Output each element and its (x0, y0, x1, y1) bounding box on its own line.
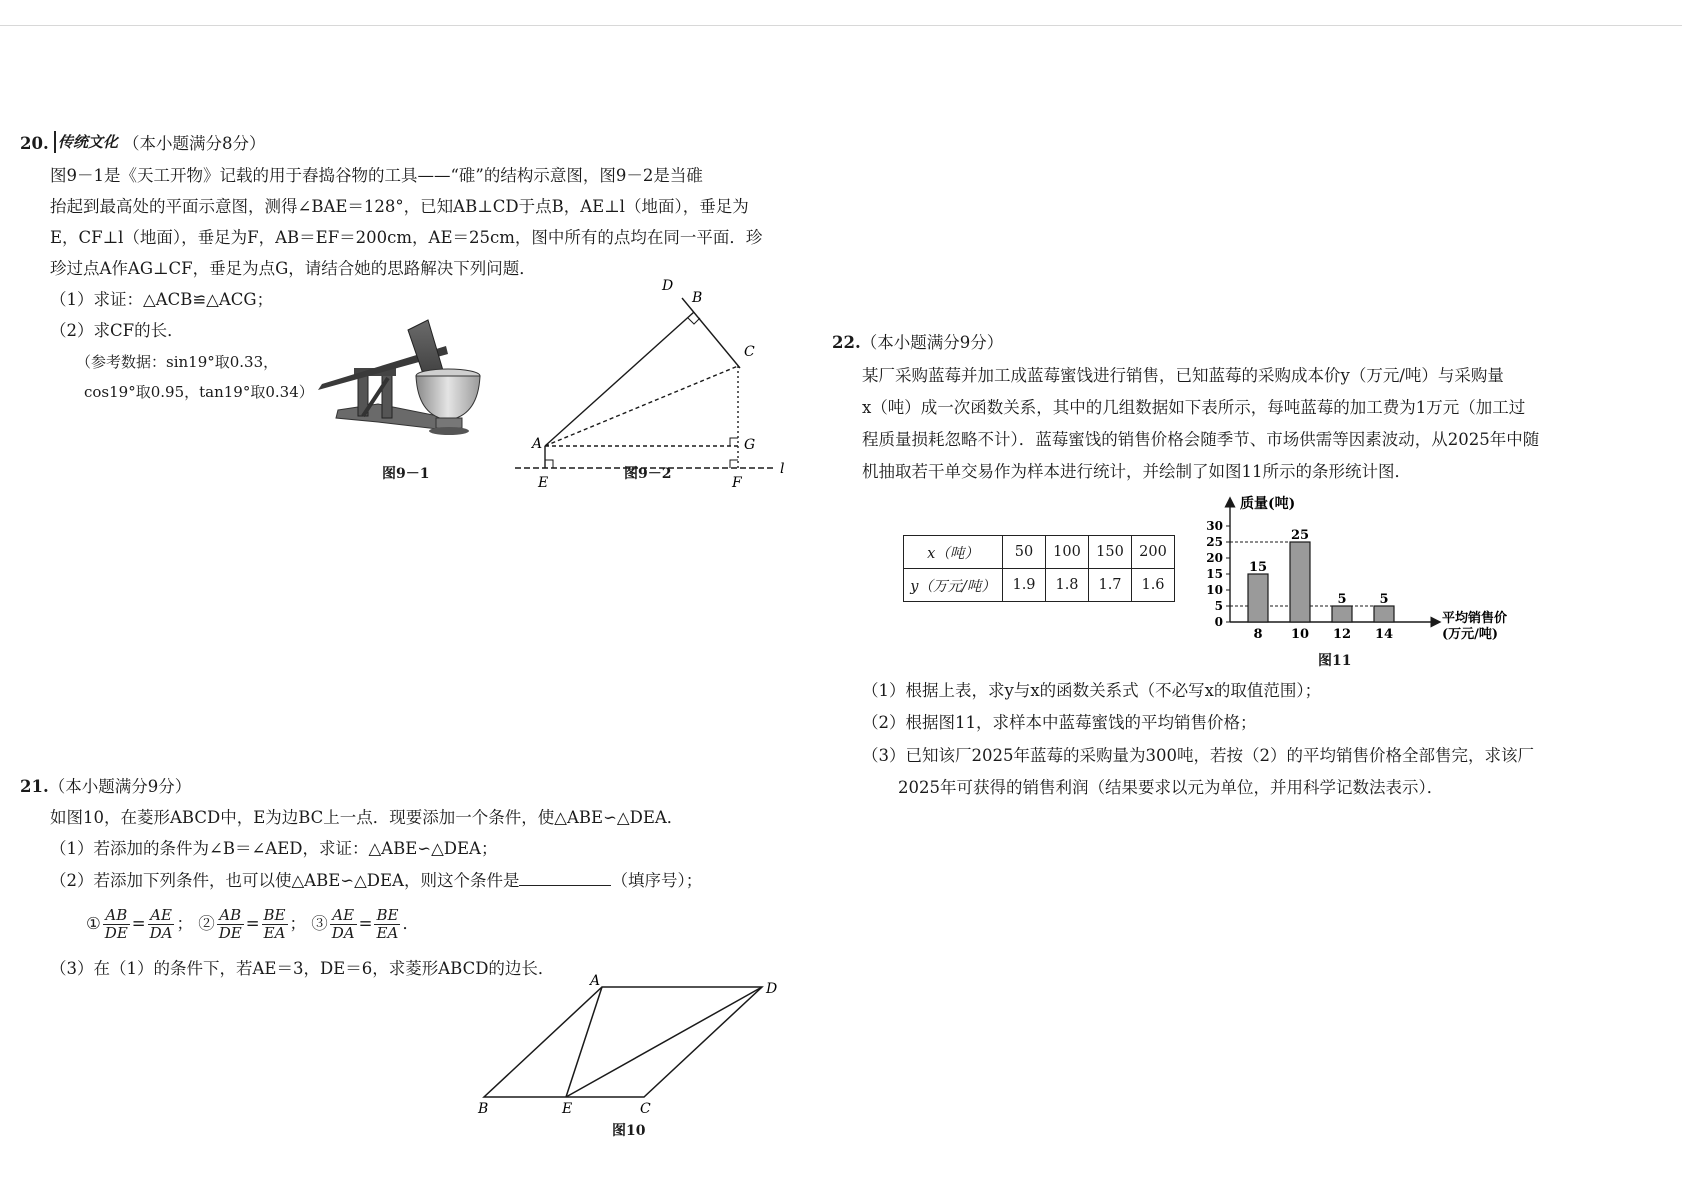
q22-text-line: 某厂采购蓝莓并加工成蓝莓蜜饯进行销售，已知蓝莓的采购成本价y（万元/吨）与采购量 (862, 366, 1504, 385)
q21-header (20, 776, 191, 798)
q21-score: （本小题满分9分） (48, 777, 192, 796)
figure-10-caption: 图10 (612, 1123, 646, 1139)
q22-text-line: x（吨）成一次函数关系，其中的几组数据如下表所示，每吨蓝莓的加工费为1万元（加工过 (862, 398, 1526, 417)
q20-text-line: 图9－1是《天工开物》记载的用于舂捣谷物的工具——“碓”的结构示意图，图9－2是当碓 (50, 166, 703, 185)
table-cell: 200 (1132, 536, 1175, 569)
q21-number: 21. (20, 777, 49, 796)
label-a: A (532, 436, 543, 452)
bar (1374, 606, 1394, 622)
table-cell: 1.8 (1046, 569, 1089, 602)
fraction: $\frac{BE}{EA}$ (263, 906, 286, 942)
segment-ac (545, 366, 738, 446)
x-tick-label: 12 (1332, 627, 1352, 642)
table-cell: 1.6 (1132, 569, 1175, 602)
table-row-header: x（吨） (904, 536, 1003, 569)
figure-9-1-caption: 图9－1 (382, 466, 430, 482)
q20-number: 20. (20, 134, 49, 153)
option-2-mark: ② (198, 914, 215, 933)
y-axis-label: 质量(吨) (1240, 496, 1296, 512)
q20-reference-data-2: cos19°取0.95，tan19°取0.34） (84, 383, 314, 401)
x-tick-label: 10 (1290, 627, 1310, 642)
figure-10-rhombus (470, 975, 790, 1115)
page-top-border (0, 25, 1682, 26)
y-tick-label: 10 (1206, 583, 1223, 597)
bar-value-label: 15 (1248, 560, 1268, 575)
y-tick-label: 20 (1206, 551, 1223, 565)
figure-11-caption: 图11 (1318, 653, 1352, 669)
q22-number: 22. (832, 333, 861, 352)
label-c: C (744, 344, 755, 360)
q20-culture-badge: 传统文化 (54, 131, 121, 153)
q22-sub3: （3）已知该厂2025年蓝莓的采购量为300吨，若按（2）的平均销售价格全部售完，求该厂 (862, 746, 1534, 765)
table-cell: 50 (1003, 536, 1046, 569)
q21-sub2 (50, 869, 702, 892)
q22-score: （本小题满分9分） (860, 333, 1004, 352)
fraction: $\frac{BE}{EA}$ (376, 906, 399, 942)
q20-text-line: 抬起到最高处的平面示意图，测得∠BAE＝128°，已知AB⊥CD于点B，AE⊥l（地面），垂足为 (50, 197, 749, 216)
q22-sub3-continued: 2025年可获得的销售利润（结果要求以元为单位，并用科学记数法表示）． (898, 778, 1444, 797)
q20-sub2: （2）求CF的长． (50, 321, 184, 340)
q22-sub2: （2）根据图11，求样本中蓝莓蜜饯的平均销售价格； (862, 713, 1257, 732)
q20-header (20, 133, 265, 155)
q21-sub3: （3）在（1）的条件下，若AE＝3，DE＝6，求菱形ABCD的边长． (50, 959, 555, 978)
fraction: $\frac{AE}{DA}$ (331, 906, 355, 942)
bar-value-label: 25 (1290, 528, 1310, 543)
y-tick-label: 25 (1206, 535, 1223, 549)
label-l: l (780, 461, 785, 477)
q21-sub1: （1）若添加的条件为∠B＝∠AED，求证：△ABE∽△DEA； (50, 839, 498, 858)
q20-sub1: （1）求证：△ACB≌△ACG； (50, 290, 274, 309)
q21-sub2-suffix: （填序号）； (611, 871, 703, 890)
label-d: D (766, 981, 778, 997)
table-cell: 100 (1046, 536, 1089, 569)
table-row-header: y（万元/吨） (904, 569, 1003, 602)
fraction: $\frac{AB}{DE}$ (218, 906, 242, 942)
bar-value-label: 5 (1337, 592, 1347, 607)
bar (1290, 542, 1310, 622)
table-row (904, 569, 1175, 602)
q22-text-line: 程质量损耗忽略不计）．蓝莓蜜饯的销售价格会随季节、市场供需等因素波动，从2025年中随 (862, 430, 1540, 449)
figure-11-bar-chart (1196, 492, 1526, 642)
x-tick-label: 14 (1374, 627, 1394, 642)
bar (1248, 574, 1268, 622)
q22-text-line: 机抽取若干单交易作为样本进行统计，并绘制了如图11所示的条形统计图． (862, 462, 1411, 481)
x-tick-label: 8 (1253, 627, 1263, 642)
label-f: F (732, 475, 742, 491)
label-g: G (744, 437, 756, 453)
table-cell: 1.9 (1003, 569, 1046, 602)
segment-dc (682, 298, 740, 368)
q21-sub2-text: （2）若添加下列条件，也可以使△ABE∽△DEA，则这个条件是 (50, 871, 520, 890)
label-b: B (692, 290, 703, 306)
label-e: E (562, 1101, 573, 1117)
rhombus-abcd (484, 987, 762, 1097)
y-tick-label: 30 (1206, 519, 1223, 533)
q20-text-line: 珍过点A作AG⊥CF，垂足为点G，请结合她的思路解决下列问题． (50, 259, 536, 278)
q20-score: （本小题满分8分） (122, 134, 266, 153)
option-3-mark: ③ (311, 914, 328, 933)
figure-9-2-caption: 图9－2 (624, 466, 672, 482)
q22-header (832, 332, 1003, 354)
x-axis-label: 平均销售价 (1442, 611, 1508, 626)
xy-data-table (903, 535, 1175, 602)
segment-ab (545, 312, 694, 446)
table-cell: 1.7 (1089, 569, 1132, 602)
q21-text-line: 如图10，在菱形ABCD中，E为边BC上一点．现要添加一个条件，使△ABE∽△DEA． (50, 808, 684, 827)
y-tick-label: 15 (1206, 567, 1223, 581)
label-a: A (590, 973, 601, 989)
label-e: E (538, 475, 549, 491)
q20-text-line: E，CF⊥l（地面），垂足为F，AB＝EF＝200cm，AE＝25cm，图中所有的点均在同一平面．珍 (50, 228, 763, 247)
table-cell: 150 (1089, 536, 1132, 569)
table-row (904, 536, 1175, 569)
figure-9-1-pestle-illustration (318, 318, 508, 456)
q20-reference-data-1: （参考数据：sin19°取0.33， (76, 353, 279, 371)
q22-sub1: （1）根据上表，求y与x的函数关系式（不必写x的取值范围）； (862, 681, 1322, 700)
fraction: $\frac{AE}{DA}$ (149, 906, 173, 942)
x-axis-unit: (万元/吨) (1442, 627, 1499, 642)
label-b: B (478, 1101, 489, 1117)
q21-options: ① $\frac{AB}{DE}$ = $\frac{AE}{DA}$ ； ② $\frac{AB}{DE}$ = $\frac{BE}{EA}$ ； ③ $\frac{AE}{DA}$ = $\frac{BE}{EA}$ ． (86, 906, 419, 942)
label-c: C (640, 1101, 651, 1117)
option-1-mark: ① (86, 914, 101, 933)
y-tick-label: 0 (1214, 615, 1223, 629)
label-d: D (662, 278, 674, 294)
segment-de (566, 987, 762, 1097)
answer-blank[interactable] (519, 869, 611, 886)
bar (1332, 606, 1352, 622)
bar-value-label: 5 (1379, 592, 1389, 607)
fraction: $\frac{AB}{DE}$ (104, 906, 128, 942)
figure-9-2-diagram (500, 278, 800, 492)
y-tick-label: 5 (1214, 599, 1223, 613)
